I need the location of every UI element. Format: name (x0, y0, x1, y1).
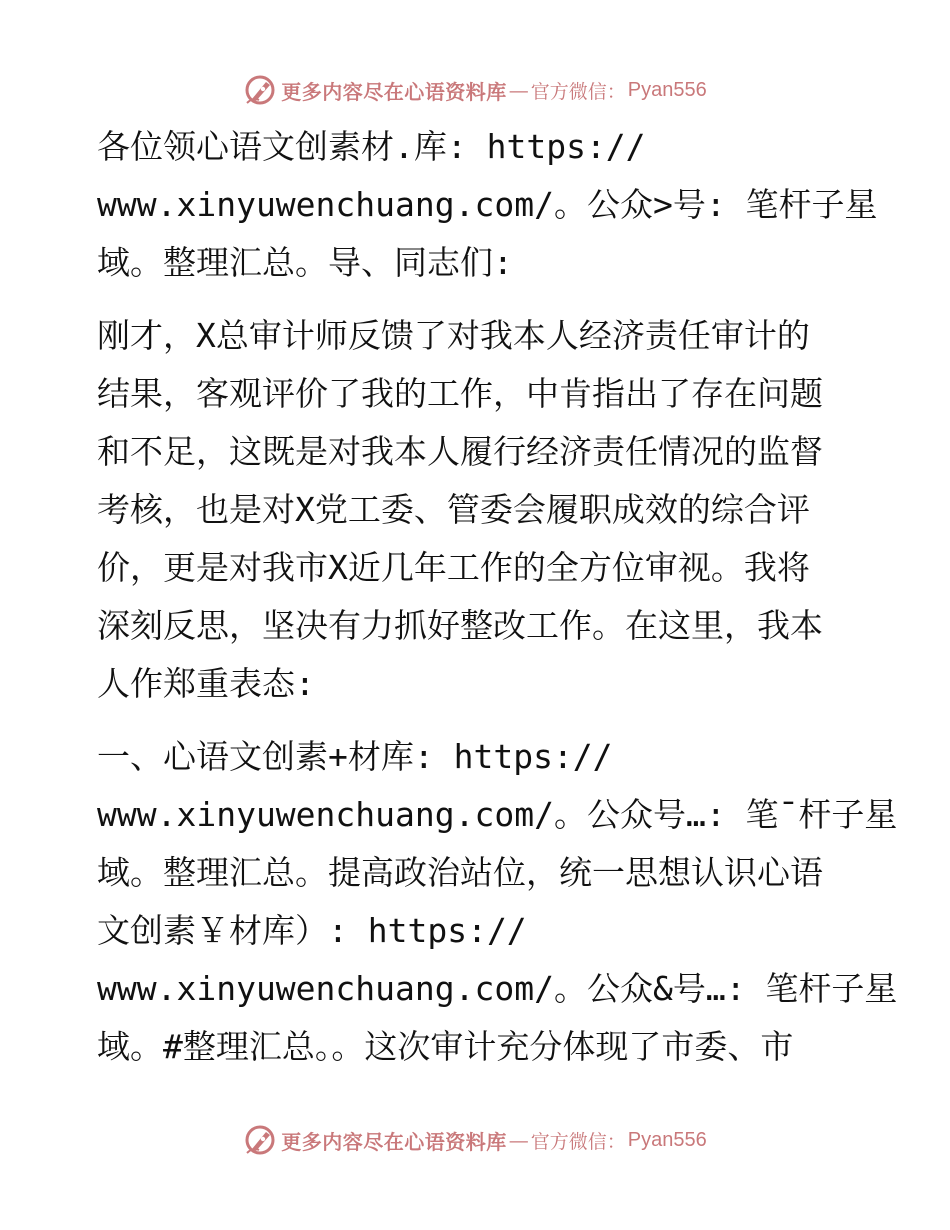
text-line: 深刻反思，坚决有力抓好整改工作。在这里，我本 (97, 606, 823, 645)
banner-separator: — (508, 78, 529, 102)
text-line: www.xinyuwenchuang.com/。公众号…: 笔¯杆子星 (97, 795, 898, 834)
footer-watermark-banner (0, 1122, 950, 1158)
banner-wechat-label: 官方微信： (530, 1130, 626, 1153)
text-line: 一、心语文创素+材库: https:// (97, 737, 613, 776)
pen-logo-icon (243, 73, 277, 107)
paragraph-statement (97, 307, 857, 713)
banner-separator: — (508, 1128, 529, 1152)
paragraph-intro (97, 118, 878, 292)
text-line: www.xinyuwenchuang.com/。公众&号…: 笔杆子星 (97, 969, 898, 1008)
text-line: 结果，客观评价了我的工作，中肯指出了存在问题 (97, 374, 823, 413)
text-line: 域。整理汇总。提高政治站位，统一思想认识心语 (97, 853, 823, 892)
text-line: 价，更是对我市X近几年工作的全方位审视。我将 (97, 548, 810, 587)
banner-wechat-id: Pyan556 (627, 1128, 707, 1151)
text-line: 各位领心语文创素材.库: https:// (97, 127, 646, 166)
document-body (97, 118, 898, 1091)
text-line: www.xinyuwenchuang.com/。公众>号: 笔杆子星 (97, 185, 878, 224)
banner-wechat-id: Pyan556 (627, 78, 707, 101)
text-line: 域。#整理汇总。。这次审计充分体现了市委、市 (97, 1027, 794, 1066)
text-line: 域。整理汇总。导、同志们: (97, 243, 513, 282)
banner-main-text: 更多内容尽在心语资料库 (281, 79, 507, 104)
text-line: 考核，也是对X党工委、管委会履职成效的综合评 (97, 490, 810, 529)
paragraph-section-one (97, 728, 898, 1076)
pen-logo-icon (243, 1123, 277, 1157)
banner-wechat-label: 官方微信： (530, 80, 626, 103)
banner-main-text: 更多内容尽在心语资料库 (281, 1129, 507, 1154)
header-watermark-banner (0, 72, 950, 108)
text-line: 刚才，X总审计师反馈了对我本人经济责任审计的 (97, 316, 810, 355)
text-line: 文创素￥材库）: https:// (97, 911, 527, 950)
text-line: 和不足，这既是对我本人履行经济责任情况的监督 (97, 432, 823, 471)
text-line: 人作郑重表态: (97, 664, 315, 703)
